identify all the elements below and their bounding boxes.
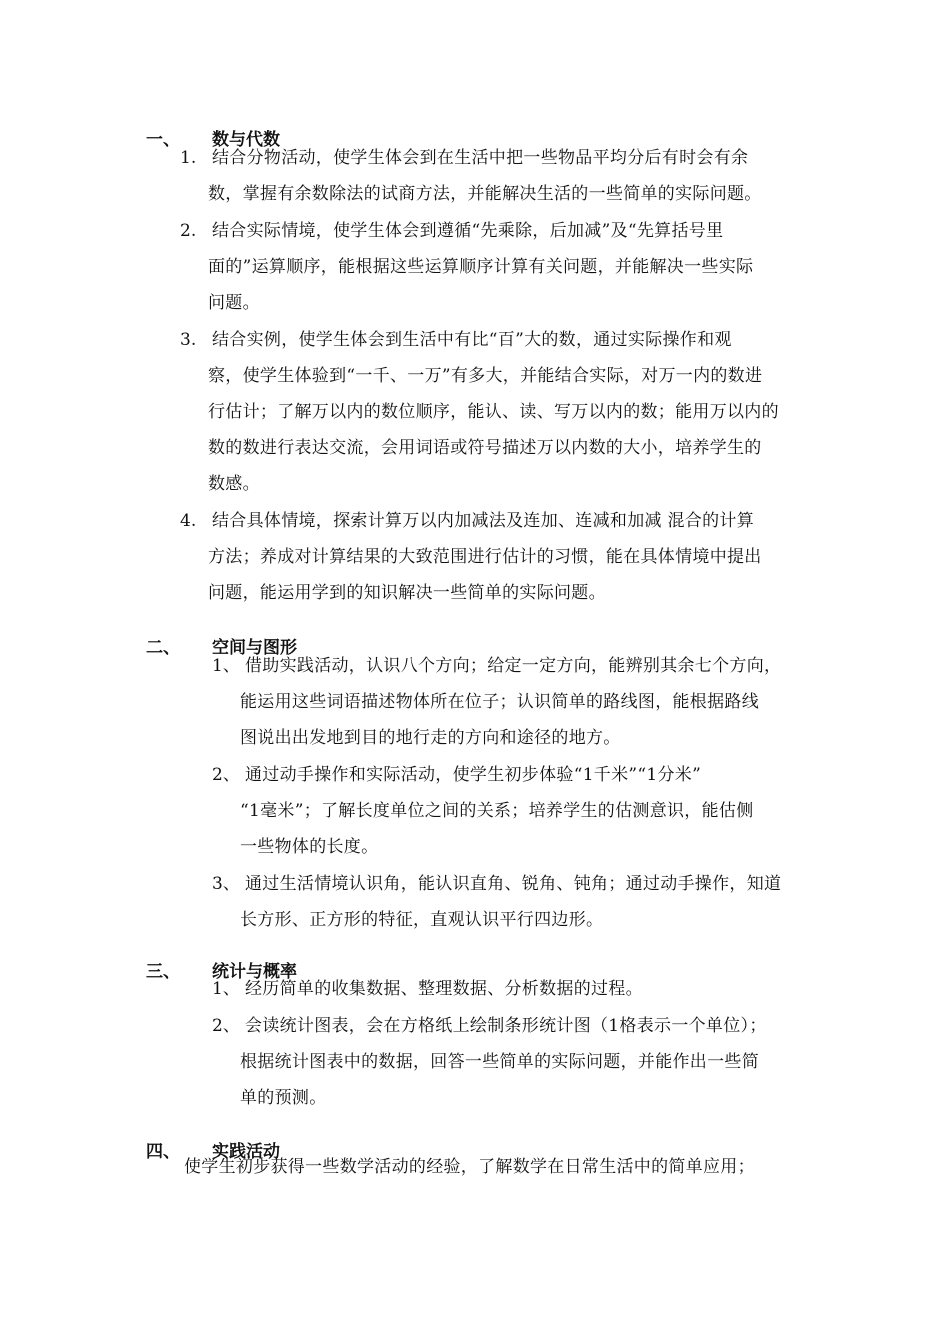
text-line: 数，掌握有余数除法的试商方法，并能解决生活的一些简单的实际问题。 <box>208 184 762 204</box>
section-number: 三、 <box>146 961 180 982</box>
text-line: 会读统计图表，会在方格纸上绘制条形统计图（1格表示一个单位）； <box>245 1016 767 1036</box>
text-line: 通过动手操作和实际活动，使学生初步体验“1千米”“1分米” <box>245 765 702 785</box>
section-number: 一、 <box>146 129 180 150</box>
text-line: 问题。 <box>208 293 260 313</box>
section-title: 实践活动 <box>212 1141 280 1162</box>
text-line: 方法；养成对计算结果的大致范围进行估计的习惯，能在具体情境中提出 <box>208 547 762 567</box>
item-marker: 1、 <box>212 656 240 676</box>
item-marker: 2、 <box>212 1016 240 1036</box>
text-line: 经历简单的收集数据、整理数据、分析数据的过程。 <box>245 979 643 999</box>
text-line: 面的”运算顺序，能根据这些运算顺序计算有关问题，并能解决一些实际 <box>208 257 754 277</box>
text-line: 通过生活情境认识角，能认识直角、锐角、钝角；通过动手操作，知道 <box>245 874 782 894</box>
section-title: 统计与概率 <box>212 961 297 982</box>
item-marker: 1、 <box>212 979 240 999</box>
item-marker: 2. <box>180 221 197 241</box>
text-line: 借助实践活动，认识八个方向；给定一定方向，能辨别其余七个方向， <box>245 656 782 676</box>
item-marker: 4. <box>180 511 197 531</box>
text-line: 根据统计图表中的数据，回答一些简单的实际问题，并能作出一些简 <box>240 1052 759 1072</box>
section-number: 二、 <box>146 637 180 658</box>
text-line: 问题，能运用学到的知识解决一些简单的实际问题。 <box>208 583 606 603</box>
text-line: 结合具体情境，探索计算万以内加减法及连加、连减和加减 混合的计算 <box>212 511 755 531</box>
text-line: 长方形、正方形的特征，直观认识平行四边形。 <box>240 910 604 930</box>
text-line: 图说出出发地到目的地行走的方向和途径的地方。 <box>240 728 621 748</box>
text-line: 一些物体的长度。 <box>240 837 379 857</box>
text-line: “1毫米”；了解长度单位之间的关系；培养学生的估测意识，能估侧 <box>240 801 754 821</box>
text-line: 能运用这些词语描述物体所在位子；认识简单的路线图，能根据路线 <box>240 692 759 712</box>
section-number: 四、 <box>146 1141 180 1162</box>
text-line: 数感。 <box>208 474 260 494</box>
item-marker: 1. <box>180 148 197 168</box>
section-title: 空间与图形 <box>212 637 297 658</box>
text-line: 结合分物活动，使学生体会到在生活中把一些物品平均分后有时会有余 <box>212 148 749 168</box>
item-marker: 3、 <box>212 874 240 894</box>
text-line: 单的预测。 <box>240 1088 327 1108</box>
text-line: 使学生初步获得一些数学活动的经验，了解数学在日常生活中的简单应用； <box>184 1157 755 1177</box>
text-line: 察，使学生体验到“一千、一万”有多大，并能结合实际，对万一内的数进 <box>208 366 763 386</box>
item-marker: 2、 <box>212 765 240 785</box>
text-line: 行估计；了解万以内的数位顺序，能认、读、写万以内的数；能用万以内的 <box>208 402 779 422</box>
text-line: 数的数进行表达交流，会用词语或符号描述万以内数的大小，培养学生的 <box>208 438 762 458</box>
text-line: 结合实际情境，使学生体会到遵循“先乘除，后加减”及“先算括号里 <box>212 221 724 241</box>
item-marker: 3. <box>180 330 197 350</box>
section-title: 数与代数 <box>212 129 280 150</box>
text-line: 结合实例，使学生体会到生活中有比“百”大的数，通过实际操作和观 <box>212 330 732 350</box>
